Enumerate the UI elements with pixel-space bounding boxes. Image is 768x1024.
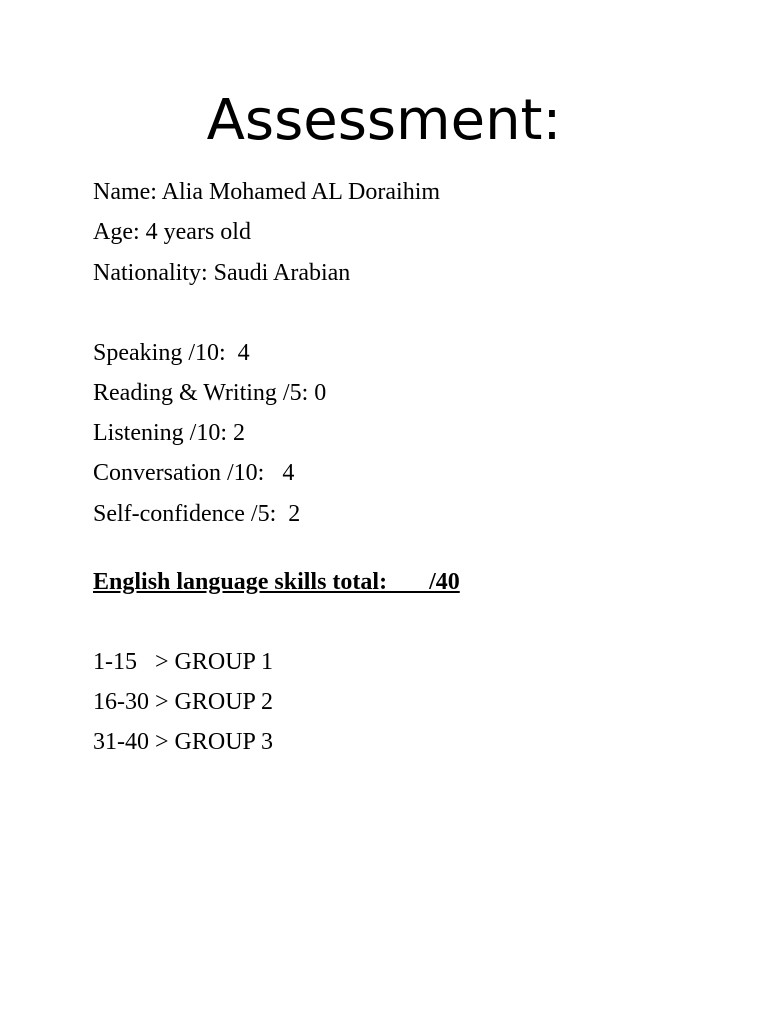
student-nationality: Nationality: Saudi Arabian (93, 260, 351, 286)
score-self-confidence: Self-confidence /5: 2 (93, 501, 301, 527)
score-reading-writing: Reading & Writing /5: 0 (93, 380, 327, 406)
group-range-2: 16-30 > GROUP 2 (93, 689, 273, 715)
score-speaking: Speaking /10: 4 (93, 340, 250, 366)
student-age: Age: 4 years old (93, 219, 251, 245)
group-range-3: 31-40 > GROUP 3 (93, 729, 273, 755)
page-title: Assessment: (206, 88, 562, 153)
skills-total: English language skills total: /40 (93, 569, 460, 595)
student-name: Name: Alia Mohamed AL Doraihim (93, 179, 441, 205)
score-listening: Listening /10: 2 (93, 420, 245, 446)
score-conversation: Conversation /10: 4 (93, 460, 295, 486)
group-range-1: 1-15 > GROUP 1 (93, 649, 273, 675)
